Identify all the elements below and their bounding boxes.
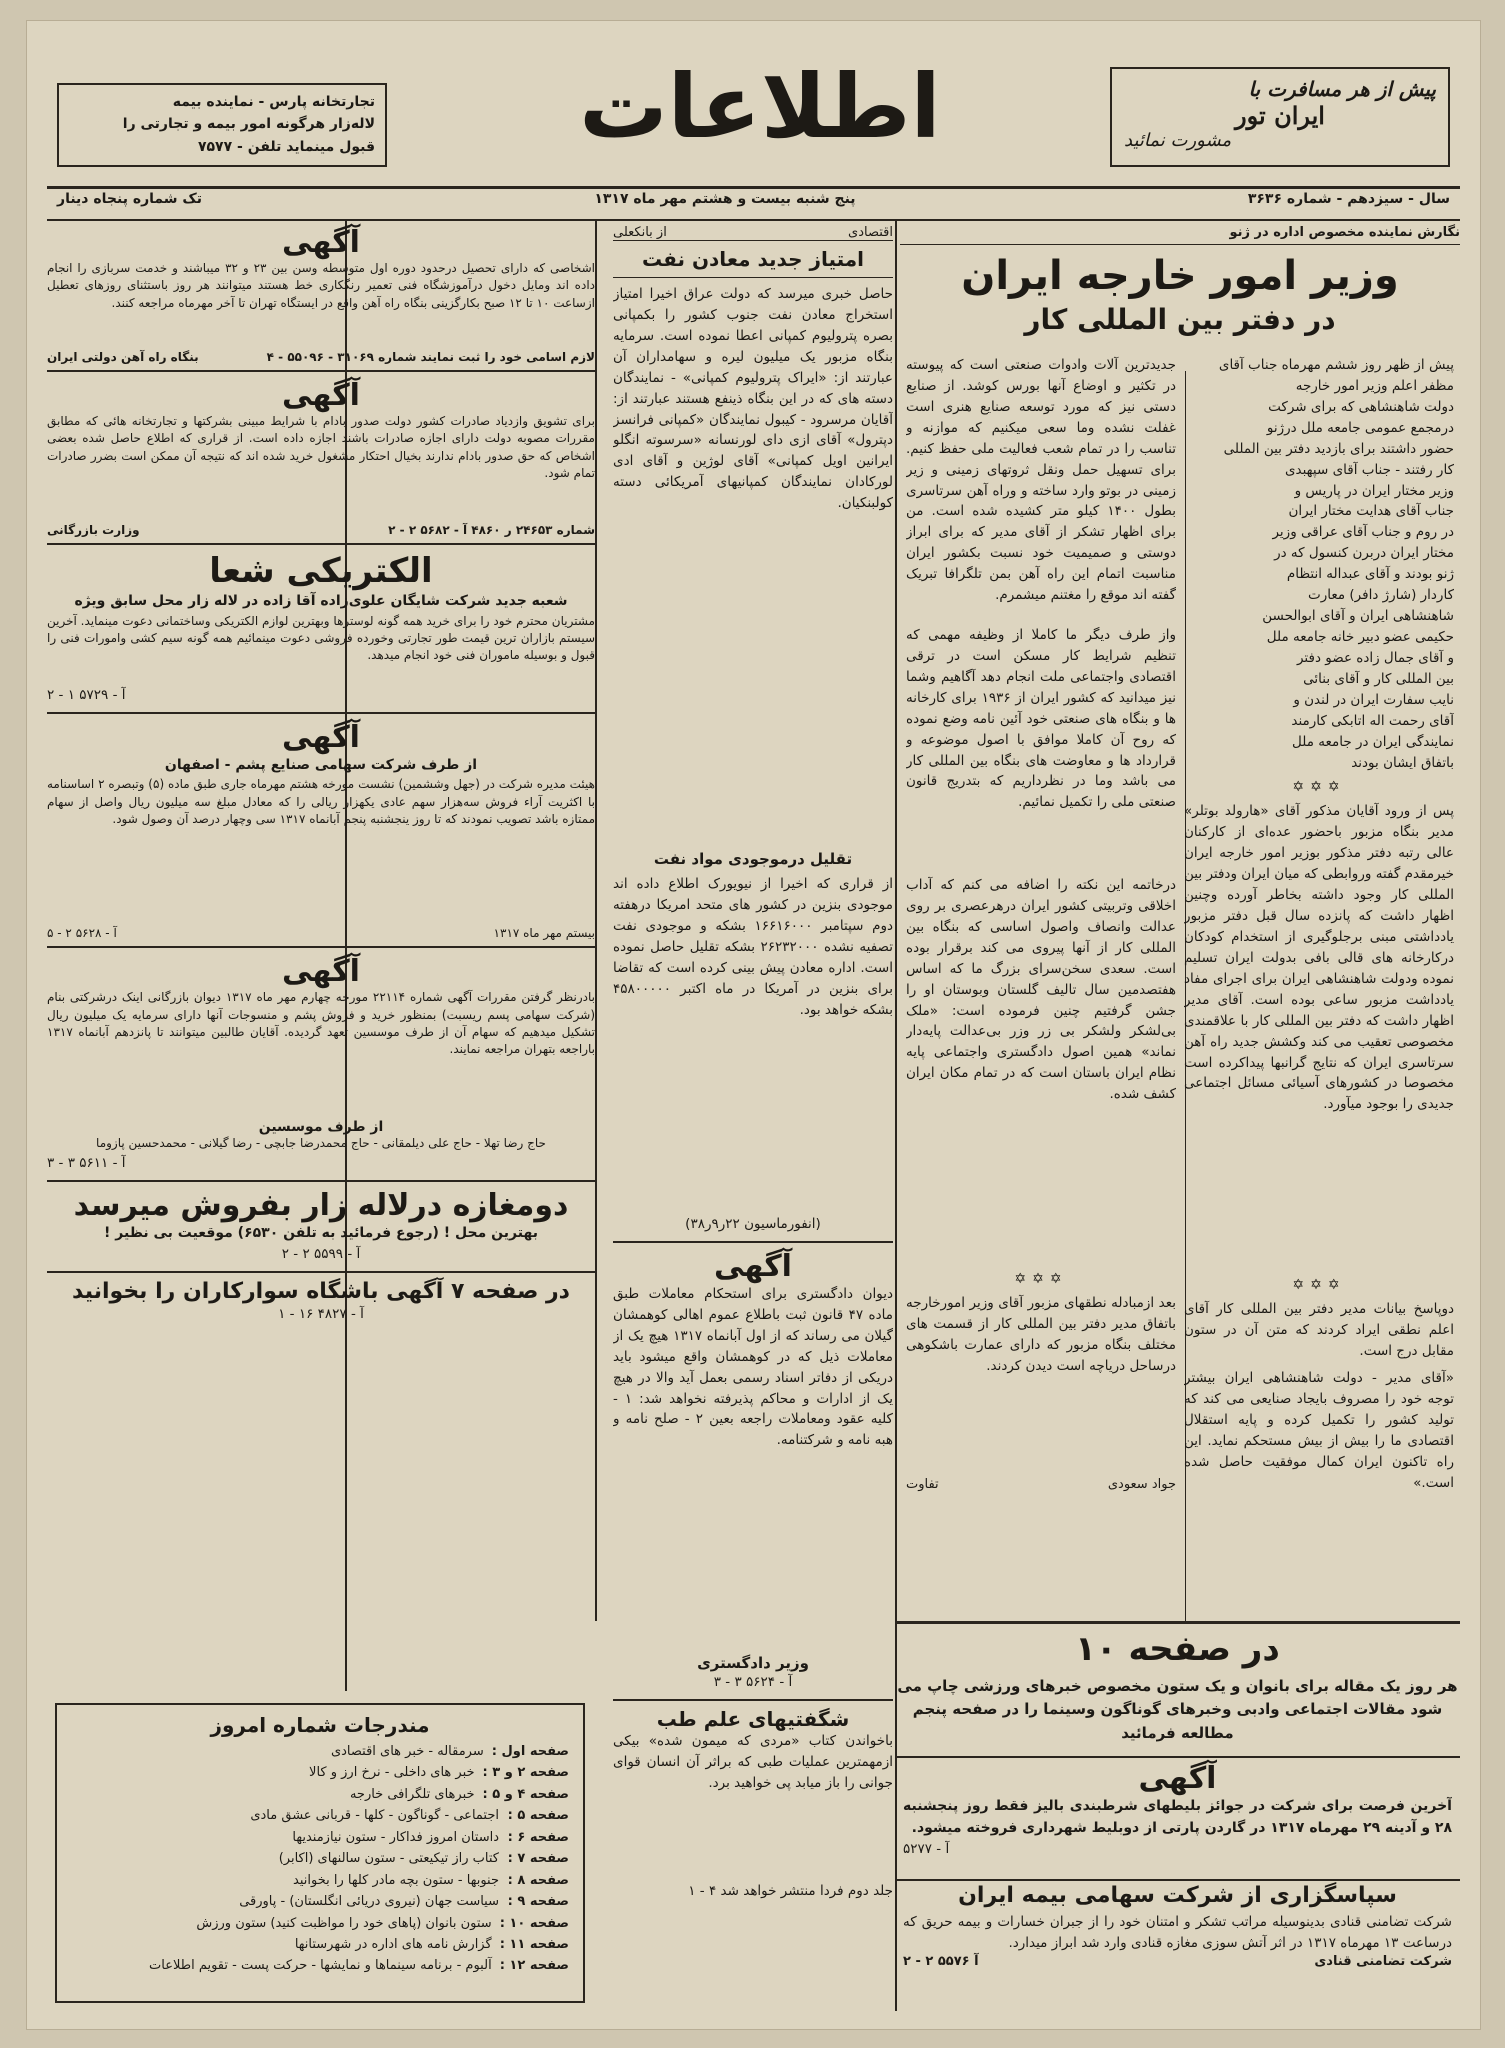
- list-item: مختار ایران دربرن کنسول که در: [1274, 545, 1454, 562]
- contents-text: آلبوم - برنامه سینماها و نمایشها - حرکت پست - تقویم اطلاعات: [149, 1958, 492, 1974]
- contents-page: صفحه ۱۲ :: [499, 1958, 569, 1974]
- ad-lottery: [895, 1761, 1460, 1871]
- newspaper-page: [26, 20, 1481, 2030]
- justice-ad-num: آ - ۵۶۲۴ ۳ - ۳: [713, 1673, 793, 1690]
- justice-ad-sign: وزیر دادگستری: [697, 1653, 809, 1672]
- main-para-right-1: پس از ورود آقایان مذکور آقای «هارولد بوتلر» مدیر بنگاه مزبور باحضور عده‌ای از کارکنان عالی رتبه دفتر مذکور بوزیر امور خارجه ایران خیرمقدم گفته وروابطی که میان ایران ودفتر بین المللی کار وجود داشته بخاطر آورده وچنین اظهار داشت که پانزده سال قبل دفتر مزبور یادداشتی مبنی برجلوگیری از استخدام کودکان درکارخانه های قالی بافی بدولت ایران تسلیم نموده ودولت شاهنشاهی ایران برای اجرای مفاد یادداشت مزبور ساعی بوده است. آقای مدیر اظهار داشت که دفتر بین المللی کار با علاقمندی مخصوصی تعقیب می کند وکشش جدید راه آهن سرتاسری ایران که نتایج گرانبها پیداکرده است مخصوصا در کشورهای آسیائی مسائل اجتماعی جدیدی را بوجود میآورد.: [1184, 803, 1454, 1113]
- main-quote: «آقای مدیر - دولت شاهنشاهی ایران بیشتر توجه خود را مصروف بایجاد صنایعی می کند که تولید کشور را تکمیل کرده و پایه استقلال اقتصادی ما را بیش از بیش مستحکم نماید. این راه تاکنون ایران کمال موفقیت حاصل شده است.»: [1184, 1370, 1454, 1491]
- ad1-sign: بنگاه راه آهن دولتی ایران: [47, 350, 199, 364]
- ad-rule-1: [47, 370, 595, 372]
- contents-page: صفحه ۶ :: [507, 1829, 569, 1845]
- signature-2: تفاوت: [906, 1477, 939, 1492]
- thanks-title: سپاسگزاری از شرکت سهامی بیمه ایران: [958, 1883, 1397, 1908]
- contents-page: صفحه ۹ :: [507, 1894, 569, 1910]
- ad6-text: آخرین فرصت برای شرکت در جوائز بلیطهای شرطبندی بالیز فقط روز پنجشنبه ۲۸ و آدینه ۲۹ مهرماه ۱۳۱۷ در گاردن پارتی از دوبلیط شهرداری فروخته میشود.: [903, 1798, 1452, 1836]
- tag-source: از بانکعلی: [613, 225, 667, 240]
- stars-divider: ✡✡✡: [1292, 779, 1346, 796]
- main-closing: بعد ازمبادله نطقهای مزبور آقای وزیر امورخارجه باتفاق مدیر دفتر بین المللی کار از قسمت های مختلف بنگاه مزبور که دارای عمارت باشکوهی درساحل دریاچه است دیدن کردند.: [906, 1295, 1176, 1374]
- ad3-sub: شعبه جدید شرکت شایگان علوی‌زاده آقا زاده در لاله زار محل سابق ویژه: [74, 593, 568, 609]
- sale-title: دومغازه درلاله زار بفروش میرسد: [73, 1187, 569, 1223]
- contents-text: سرمقاله - خبر های اقتصادی: [330, 1744, 484, 1759]
- medicine-text: باخواندن کتاب «مردی که میمون شده» بیکی ازمهمترین عملیات طبی که براثر آن انسان قوای جوانی را باز میابد پی خواهید برد.: [613, 1732, 893, 1791]
- main-para-3: درخاتمه این نکته را اضافه می کنم که آداب اخلاقی وتربیتی کشور ایران درهرعصری بر روی عدالت وانصاف واصول اساسی که بنگاه بین المللی کار از آنها پیروی می کند برقرار بوده است. سعدی سخن‌سرای بزرگ ما که اساس هفتصدمین سال تالیف گلستان وبوستان او را جشن گرفتیم چنین فرموده است: «ملک بی‌لشکر ولشکر بی زر وزر بی‌عدالت پایه‌دار نماند» همین اصول دادگستری واجتماعی پایه نظام ایران باستان است که در تمام مکان ایران کشف شده.: [906, 877, 1176, 1103]
- contents-text: ستون بانوان (پاهای خود را مواظبت کنید) ستون ورزش: [196, 1915, 492, 1931]
- contents-page: صفحه ۴ و ۵ :: [482, 1786, 569, 1802]
- ad-box-pars: [57, 83, 387, 167]
- oil-headline: امتیاز جدید معادن نفت: [641, 247, 865, 271]
- ad5-num: آ - ۵۶۱۱ ۳ - ۳: [47, 1154, 126, 1171]
- contents-text: اجتماعی - گوناگون - کلها - قربانی عشق مادی: [250, 1808, 499, 1824]
- contents-page: صفحه ۱۰ :: [499, 1915, 569, 1931]
- thanks-num: آ ۵۵۷۶ ۲ - ۲: [903, 1953, 979, 1969]
- contents-title: مندرجات شماره امروز: [210, 1713, 430, 1737]
- ad5-text: بادرنظر گرفتن مقررات آگهی شماره ۲۲۱۱۴ مورخه چهارم مهر ماه ۱۳۱۷ دیوان بازرگانی اینک درشرکتی بنام (شرکت سهامی پسم ریسبت) بمنظور خرید و فروش پشم و منسوجات آنها دارای سرمایه یک میلیون ریال تشکیل میدهیم که سهام آن از طرف موسسین تعهد گردیده. آقایان طالبین میتوانند تا پانزدهم آبانماه ۱۳۱۷ باراجعه بتهران مراجعه نمایند.: [47, 990, 595, 1057]
- oil-text: حاصل خبری میرسد که دولت عراق اخیرا امتیاز استخراج معادن نفت جنوب کشور را بکمپانی بصره پترولیوم کمپانی اعطا نموده است. سرمایه بنگاه مزبور یک میلیون لیره و سهامداران آن عبارتند از: «ایراک پترولیوم کمپانی» - نمایندگان دسته های که در این بنگاه ذینفع هستند عبارتند از: آقایان مرسرود - کیبول نمایندگان «کمپانی فرانسز دپترول» آقای ازی دای لورنسانه «سرسوته انگلو ایرانین اویل کمپانی» آقای لوژین و آقای ادی لورکادان نمایندگان کمپانیهای آمریکائی دسته کولبنکیان.: [613, 286, 893, 512]
- list-item: شاهنشاهی ایران و آقای ابوالحسن: [1262, 608, 1454, 625]
- contents-text: سیاست جهان (نیروی دریائی انگلستان) - پاورقی: [239, 1894, 499, 1910]
- list-item: دولت شاهنشاهی که برای شرکت: [1268, 398, 1454, 415]
- ad5-names: حاج رضا تهلا - حاج علی دیلمقانی - حاج محمدرضا جابچی - رضا گیلانی - محمدحسین پازوما: [96, 1136, 546, 1151]
- ad2-sign: وزارت بازرگانی: [47, 523, 140, 537]
- ad-box-travel: [1110, 67, 1450, 167]
- medicine-title: شگفتیهای علم طب: [656, 1706, 850, 1731]
- list-item: نمایندگی ایران در جامعه ملل: [1292, 733, 1454, 750]
- contents-page: صفحه ۷ :: [507, 1851, 569, 1867]
- mid-rule-1: [613, 240, 893, 241]
- headline-sub: در دفتر بین المللی کار: [1024, 303, 1336, 336]
- stars-divider-2: ✡✡✡: [1292, 1277, 1346, 1294]
- dateline: [57, 191, 1450, 217]
- page10-title: در صفحه ۱۰: [1075, 1629, 1280, 1669]
- list-item: درمجمع عمومی جامعه ملل درژنو: [1266, 419, 1454, 436]
- ad1-title: آگهی: [282, 225, 360, 260]
- ad-rule-2: [47, 543, 595, 545]
- rule-bottom-right: [895, 1621, 1460, 1624]
- list-item: نایب سفارت ایران در لندن و: [1293, 691, 1454, 708]
- list-item: جناب آقای هدایت مختار ایران: [1288, 503, 1454, 520]
- contents-text: گزارش نامه های اداره در شهرستانها: [294, 1936, 492, 1952]
- travel-line3: مشورت نمائید: [1124, 130, 1232, 151]
- tag-economic: اقتصادی: [848, 225, 893, 240]
- contents-row: [71, 1827, 569, 1848]
- travel-line2: ایران تور: [1235, 101, 1325, 130]
- ad1-num: لازم اسامی خود را ثبت نمایند شماره ۳۱۰۶۹ - ۵۵۰۹۶ - ۴: [266, 350, 595, 364]
- sale-num: آ - ۵۵۹۹ ۲ - ۲: [281, 1246, 361, 1263]
- ad-rule-6: [47, 1271, 595, 1273]
- issue-number: سال - سیزدهم - شماره ۳۶۳۶: [1247, 191, 1450, 207]
- ad5-title: آگهی: [282, 954, 360, 990]
- contents-row: [71, 1848, 569, 1869]
- rule-top: [47, 186, 1460, 189]
- section-page10: [895, 1629, 1460, 1749]
- pars-line1: تجارتخانه پارس - نماینده بیمه: [172, 94, 375, 110]
- list-item: در روم و جناب آقای عراقی وزیر: [1272, 524, 1454, 541]
- mid-rule-3: [613, 1241, 893, 1243]
- oil-text-2: از قراری که اخیرا از نیویورک اطلاع داده اند موجودی بنزین در کشور های متحد امریکا درهفته دوم سپتامبر ۱۶۶۱۶۰۰۰ بشکه و موجودی نفت تصفیه نشده ۲۶۲۳۲۰۰۰ بشکه تقلیل حاصل نموده است. اداره معادن پیش بینی کرده است که تقاضا برای بنزین در آمریکا در ماه اکتبر ۴۵۸۰۰۰۰۰ بشکه خواهد بود.: [613, 876, 893, 1018]
- ad4-sub: از طرف شرکت سهامی صنایع پشم - اصفهان: [164, 756, 478, 773]
- contents-row: [71, 1934, 569, 1955]
- ad4-text: هیئت مدیره شرکت در (جهل وششمین) نشست مورخه هشتم مهرماه جاری طبق ماده (۵) وتبصره ۲ اساسنامه با اکثریت آراء فروش سه‌هزار سهم عادی یکهزار ریالی را که معادل مبلغ سه میلیون ریال واصل از سهام ممتازه باشد تصویب نمودند که تا روز ینجشنبه پنجم آبانماه ۱۳۱۷ سی وچهار درصد آن وصول شود.: [47, 777, 595, 827]
- main-story: [900, 225, 1460, 1621]
- list-item: حضور داشتند برای بازدید دفتر بین المللی: [1223, 440, 1454, 457]
- ad3-num: آ - ۵۷۲۹ ۱ - ۲: [47, 686, 126, 703]
- contents-row: [71, 1741, 569, 1762]
- masthead-title: اطلاعات: [579, 55, 941, 158]
- justice-ad-title: آگهی: [714, 1248, 792, 1284]
- list-item: آقای رحمت اله اتابکی کارمند: [1291, 712, 1454, 729]
- ad5-sign: از طرف موسسین: [258, 1119, 384, 1136]
- pars-line2: لاله‌زار هرگونه امور بیمه و تجارتی را: [122, 116, 375, 133]
- list-item: کاردار (شارژ دافر) معارت: [1308, 587, 1454, 604]
- list-item: مظفر اعلم وزیر امور خارجه: [1295, 377, 1454, 394]
- byline: نگارش نماینده مخصوص اداره در ژنو: [1229, 225, 1460, 240]
- contents-row: [71, 1955, 569, 1976]
- ad-rule-3: [47, 712, 595, 714]
- main-para-2: واز طرف دیگر ما کاملا از وظیفه مهمی که تنظیم شرایط کار مسکن است در ترقی اقتصادی واجتماعی ملت انجام دهد آگاهیم وشما نیز میدانید که کشور ایران از ۱۹۳۶ برای کارخانه ها و بنگاه های صنعتی خود آئین نامه وضع نموده که روح آن کاملا موافق با اصول موضوعه و قرارداد ها و معاوضت های بنگاه بین المللی کار می باشد وما در نظرداریم که بتدریج قانون صنعتی ملی را تکمیل نمائیم.: [906, 627, 1176, 811]
- headline-main: وزیر امور خارجه ایران: [961, 253, 1399, 299]
- rule-date: [47, 219, 1460, 221]
- ad4-date: بیستم مهر ماه ۱۳۱۷: [493, 926, 595, 941]
- ad-thanks: [895, 1883, 1460, 2013]
- rule-ad6: [895, 1756, 1460, 1758]
- mid-rule-4: [613, 1699, 893, 1701]
- mid-rule-2: [613, 277, 893, 278]
- contents-page: صفحه ۵ :: [507, 1808, 569, 1824]
- list-item: پیش از ظهر روز ششم مهرماه جناب آقای: [1218, 357, 1454, 373]
- justice-ad-text: دیوان دادگستری برای استحکام معاملات طبق ماده ۴۷ قانون ثبت باطلاع عموم اهالی کوهمشان گیلان می رساند که از اول آبانماه ۱۳۱۷ هیچ یک از معاملات ذیل که در کوهمشان واقع میشود باید دریکی از دفاتر اسناد رسمی بعمل آید والا در هیچ یک از ادارات و محاکم پذیرفته نخواهد شد: ۱ - کلیه عقود ومعاملات راجعه بعین ۲ - صلح نامه و هبه نامه و شرکتنامه.: [613, 1285, 893, 1449]
- thanks-text: شرکت تضامنی قنادی بدینوسیله مراتب تشکر و امتنان خود را از جبران خسارات و بیمه حریق که درساعت ۱۳ مهرماه ۱۳۱۷ در اثر آتش سوزی مغازه قنادی وارد شد ابراز میدارد.: [903, 1914, 1452, 1951]
- pars-line3: قبول مینماید تلفن - ۷۵۷۷: [197, 138, 375, 155]
- ad1-text: اشخاصی که دارای تحصیل درحدود دوره اول متوسطه وسن بین ۲۳ و ۳۲ میباشند و خدمت سربازی را انجام داده اند ومایل دخول درآموزشگاه فنی تعمیر رنگکاری خط هستند میتوانند هر روز باستثنای روزهای تعطیل ازساعت ۱۰ تا ۱۲ صبح بکارگزینی بنگاه راه آهن واقع در ایستگاه تهران تا آخر مهرماه مراجعه کنند.: [47, 261, 595, 310]
- contents-box: [55, 1703, 585, 2003]
- ad2-text: برای تشویق وازدیاد صادرات کشور دولت صدور بادام با شرایط مبینی بشرکتها و تجارتخانه هائی که مطابق مقررات مصوبه دولت دارای اجازه صادرات باشند اجازه داده است. از قراری که اطلاع حاصل شده بعضی اشخاص که حق صدور بادام ندارند بخیال احتکار مشغول خرید شده اند که نتیجه آن ممکن است بضرر صادرات تمام شود.: [47, 414, 595, 481]
- list-item: بین المللی کار و آقای بنائی: [1303, 670, 1454, 687]
- list-item: وزیر مختار ایران در پاریس و: [1294, 482, 1454, 499]
- contents-row: [71, 1762, 569, 1783]
- ad2-num: شماره ۲۴۶۵۳ ر ۴۸۶۰ آ - ۵۶۸۲ ۲ - ۲: [388, 523, 595, 537]
- main-left-sub: [906, 355, 1176, 1492]
- page7-notice: در صفحه ۷ آگهی باشگاه سوارکاران را بخوانید: [72, 1279, 570, 1305]
- issue-date: پنج شنبه بیست و هشتم مهر ماه ۱۳۱۷: [594, 191, 856, 207]
- list-item: باتفاق ایشان بودند: [1351, 754, 1454, 771]
- main-para-right-2: دوپاسخ بیانات مدیر دفتر بین المللی کار آقای اعلم نطقی ایراد کردند که متن آن در ستون مقابل درج است.: [1184, 1301, 1454, 1360]
- list-item: و آقای جمال زاده عضو دفتر: [1296, 649, 1454, 666]
- list-item: کار رفتند - جناب آقای سپهبدی: [1284, 461, 1454, 478]
- contents-page: صفحه اول :: [491, 1744, 569, 1759]
- signature-1: جواد سعودی: [1107, 1477, 1176, 1492]
- middle-column: [613, 225, 893, 2005]
- oil-sub-headline: تقلیل درموجودی مواد نفت: [653, 850, 853, 868]
- ads-column: [47, 225, 595, 1621]
- page10-text: هر روز یک مقاله برای بانوان و یک ستون مخصوص خبرهای ورزشی چاپ می شود مقالات اجتماعی وادبی وخبرهای گوناگون وسینما را در صفحه پنجم مطالعه فرمائید: [897, 1677, 1458, 1742]
- ad-rule-5: [47, 1180, 595, 1182]
- contents-row: [71, 1870, 569, 1891]
- ad4-title: آگهی: [282, 719, 360, 755]
- contents-row: [71, 1891, 569, 1912]
- contents-text: جنوبها - ستون بچه مادر کلها را بخوانید: [293, 1872, 499, 1888]
- contents-row: [71, 1805, 569, 1826]
- sale-sub: بهترین محل ! (رجوع فرمائید به تلفن ۶۵۳۰) موقعیت بی نظیر !: [104, 1224, 538, 1241]
- ad3-title: الکتریکی شعا: [209, 551, 433, 591]
- stars-divider-3: ✡✡✡: [1014, 1271, 1068, 1287]
- issue-price: تک شماره پنجاه دینار: [57, 191, 203, 207]
- contents-text: خبرهای تلگرافی خارجه: [349, 1786, 475, 1802]
- contents-page: صفحه ۲ و ۳ :: [482, 1765, 569, 1781]
- page7-num: آ - ۴۸۲۷ ۱۶ - ۱: [278, 1306, 364, 1323]
- ad4-num: آ - ۵۶۲۸ ۲ - ۵: [47, 926, 117, 941]
- travel-line1: پیش از هر مسافرت با: [1248, 77, 1436, 101]
- contents-text: داستان امروز فداکار - ستون نیازمندیها: [292, 1829, 499, 1845]
- contents-row: [71, 1913, 569, 1934]
- contents-row: [71, 1784, 569, 1805]
- ad6-title: آگهی: [1138, 1761, 1217, 1796]
- ad-rule-4: [47, 946, 595, 948]
- medicine-foot: جلد دوم فردا منتشر خواهد شد ۴ - ۱: [688, 1882, 893, 1899]
- contents-page: صفحه ۱۱ :: [499, 1936, 569, 1952]
- ad6-num: آ - ۵۲۷۷: [903, 1841, 950, 1858]
- ad3-text: مشتریان محترم خود را برای خرید همه گونه لوسترها وبهترین لوازم الکتریکی وساختمانی دعوت مینماید. آخرین سیستم بازاران ترین قیمت طور تجارتی وخورده فروشی دعوت مینمائیم همه گونه سیم کشی وامورات فنی را قبول و بوسیله ماموران فنی خود انجام میدهد.: [47, 613, 595, 663]
- main-para-1: جدیدترین آلات وادوات صنعتی است که پیوسته در تکثیر و اوضاع آنها بورس کوشد. از صنایع دستی نیز که مورد توسعه صنایع هنری است غفلت نشده وما سعی میکنیم که موازنه و تناسب را در تمام شعب فعالیت ملی حفظ کنیم. برای تسهیل حمل ونقل ثروتهای زمینی و زیر زمینی در بوتو وارد ساخته و وراه آهن سرتاسری بطول ۱۴۰۰ کیلو متر کشیده شده است. من برای اظهار تشکر از آقای مدیر که برای ابراز دوستی و صمیمیت خود نسبت بکشور ایران مناسبت اتمام این راه آهن بمن تلگرافا تبریک گفته اند موقع را مغتنم میشمرم.: [906, 357, 1176, 604]
- ad2-title: آگهی: [282, 378, 360, 413]
- col-rule-1: [595, 221, 597, 1621]
- list-item: حکیمی عضو دبیر خانه جامعه ملل: [1266, 628, 1454, 645]
- contents-text: کتاب راز تیکیعتی - ستون سالنهای (اکابر): [278, 1851, 499, 1867]
- main-list: [1184, 355, 1454, 1548]
- contents-page: صفحه ۸ :: [507, 1872, 569, 1888]
- rule-thanks: [895, 1879, 1460, 1881]
- thanks-sign: شرکت تضامنی قنادی: [1314, 1953, 1452, 1969]
- contents-text: خبر های داخلی - نرخ ارز و کالا: [309, 1765, 475, 1781]
- oil-footnote: (انفورماسیون ۲۲ر۹ر۳۸): [685, 1216, 821, 1232]
- list-item: ژنو بودند و آقای عبداله انتظام: [1286, 566, 1454, 583]
- byline-rule: [900, 244, 1460, 245]
